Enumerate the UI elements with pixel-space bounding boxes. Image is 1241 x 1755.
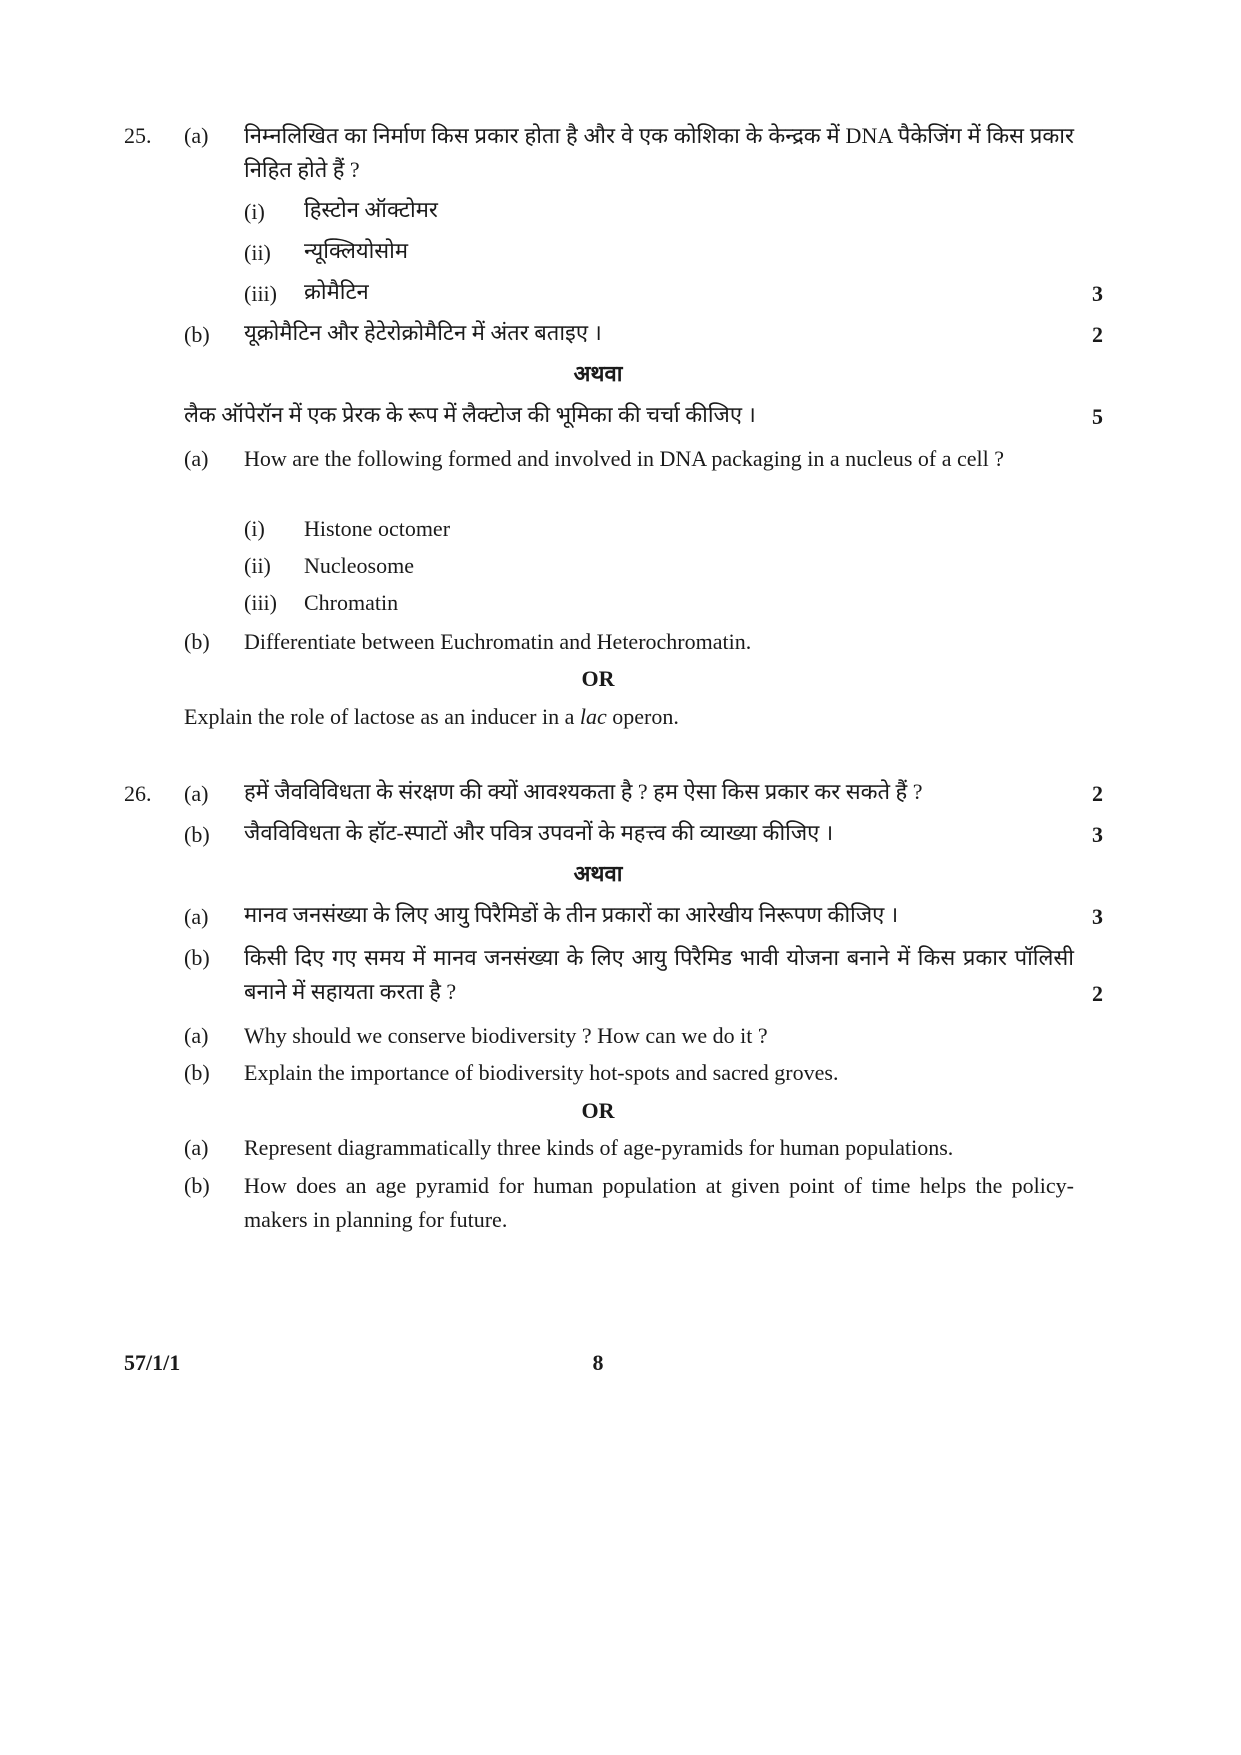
q25-hi-sub-iii-label: (iii) (244, 281, 277, 306)
q25-hi-b-text: यूक्रोमैटिन और हेटेरोक्रोमैटिन में अंतर बताइए । (244, 320, 602, 345)
q26-hi-or-a-label: (a) (184, 904, 209, 929)
q25-hi-sub-i-text: हिस्टोन ऑक्टोमर (304, 197, 438, 222)
q25-en-a-text: How are the following formed and involved in DNA packaging in a nucleus of a cell ? (244, 446, 1004, 471)
q25-hi-sub-i-label: (i) (244, 199, 265, 224)
q26-hi-a-label: (a) (184, 781, 209, 806)
q25-en-alt-post: operon. (606, 704, 679, 729)
question-number-25: 25. (124, 123, 152, 148)
q26-hi-b-text: जैवविविधता के हॉट-स्पाटों और पवित्र उपवनों के महत्त्व की व्याख्या कीजिए । (244, 820, 834, 845)
q26-en-or-b-label: (b) (184, 1173, 210, 1198)
q25-en-sub-ii-label: (ii) (244, 553, 271, 578)
q25-en-sub-iii-text: Chromatin (304, 590, 399, 615)
q26-en-or-b-text: How does an age pyramid for human population at given point of time helps the policy-makers in planning for future. (244, 1173, 1074, 1232)
q25-hi-a-marks: 3 (1092, 281, 1103, 306)
q25-hi-a-text: निम्नलिखित का निर्माण किस प्रकार होता है और वे एक कोशिका के केन्द्रक में DNA पैकेजिंग में किस प्रकार निहित होते हैं ? (244, 123, 1074, 182)
q26-hi-or-b-text: किसी दिए गए समय में मानव जनसंख्या के लिए आयु पिरैमिड भावी योजना बनाने में किस प्रकार पॉलिसी बनाने में सहायता करता है ? (244, 945, 1074, 1004)
q26-hi-b-marks: 3 (1092, 822, 1103, 847)
q25-hi-sub-iii-text: क्रोमैटिन (304, 279, 369, 304)
q26-en-or-a-label: (a) (184, 1135, 209, 1160)
q25-en-sub-i-text: Histone octomer (304, 516, 451, 541)
q25-en-alt-italic: lac (579, 704, 607, 729)
q26-en-or-a-text: Represent diagrammatically three kinds of age-pyramids for human populations. (244, 1135, 954, 1160)
q26-hi-b-label: (b) (184, 822, 210, 847)
q26-hi-or-a-text: मानव जनसंख्या के लिए आयु पिरैमिडों के तीन प्रकारों का आरेखीय निरूपण कीजिए । (244, 902, 899, 927)
q25-en-alt-text (184, 702, 679, 732)
page-number: 8 (592, 1350, 604, 1375)
q25-hi-b-label: (b) (184, 322, 210, 347)
q26-en-a-text: Why should we conserve biodiversity ? How can we do it ? (244, 1023, 768, 1048)
q25-hi-b-marks: 2 (1092, 322, 1103, 347)
question-number-26: 26. (124, 781, 152, 806)
paper-code: 57/1/1 (124, 1350, 181, 1375)
q26-hi-a-marks: 2 (1092, 781, 1103, 806)
q25-en-a-label: (a) (184, 446, 209, 471)
q25-hi-alt-text: लैक ऑपेरॉन में एक प्रेरक के रूप में लैक्टोज की भूमिका की चर्चा कीजिए । (184, 402, 756, 427)
q25-hi-or: अथवा (573, 361, 623, 386)
q26-en-or: OR (581, 1098, 615, 1123)
q25-en-sub-i-label: (i) (244, 516, 265, 541)
q26-hi-or-b-label: (b) (184, 945, 210, 970)
q26-en-a-label: (a) (184, 1023, 209, 1048)
q25-hi-alt-marks: 5 (1092, 404, 1103, 429)
q25-hi-sub-ii-text: न्यूक्लियोसोम (304, 238, 409, 263)
q26-en-b-label: (b) (184, 1060, 210, 1085)
q26-hi-or-b-marks: 2 (1092, 981, 1103, 1006)
q25-en-sub-ii-text: Nucleosome (304, 553, 414, 578)
q25-en-b-text: Differentiate between Euchromatin and Heterochromatin. (244, 629, 752, 654)
q25-en-or: OR (581, 666, 615, 691)
q25-hi-a-label: (a) (184, 123, 209, 148)
q26-en-b-text: Explain the importance of biodiversity hot-spots and sacred groves. (244, 1060, 839, 1085)
q25-en-alt-pre: Explain the role of lactose as an inducer in a (184, 704, 580, 729)
q26-hi-or-a-marks: 3 (1092, 904, 1103, 929)
q25-en-sub-iii-label: (iii) (244, 590, 277, 615)
q25-en-b-label: (b) (184, 629, 210, 654)
q26-hi-or: अथवा (573, 861, 623, 886)
q25-hi-sub-ii-label: (ii) (244, 240, 271, 265)
q26-hi-a-text: हमें जैवविविधता के संरक्षण की क्यों आवश्यकता है ? हम ऐसा किस प्रकार कर सकते हैं ? (244, 779, 923, 804)
